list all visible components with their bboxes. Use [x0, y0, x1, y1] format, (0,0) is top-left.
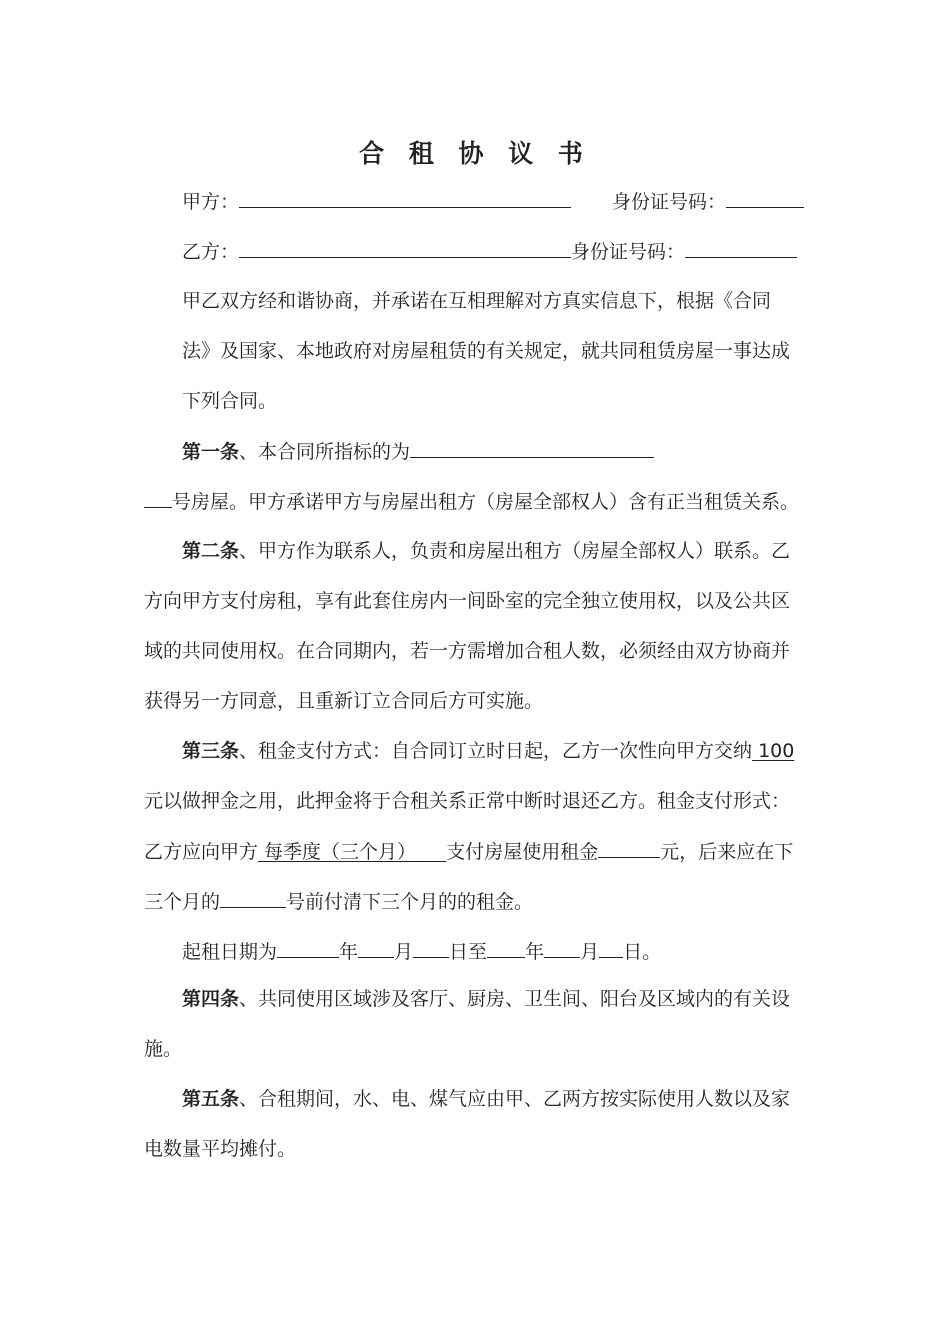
deposit-amount: 100: [752, 740, 795, 762]
article-5-heading: 第五条: [182, 1088, 240, 1110]
party-b-name-blank[interactable]: [239, 238, 571, 258]
article-3-line: 元以做押金之用，此押金将于合租关系正常中断时退还乙方。租金支付形式：: [144, 790, 791, 812]
month-label: 月: [580, 941, 600, 963]
article-3-text: 乙方应向甲方: [144, 841, 259, 863]
article-2-line: 方向甲方支付房租，享有此套住房内一间卧室的完全独立使用权，以及公共区: [144, 590, 791, 612]
article-2-line: 域的共同使用权。在合同期内，若一方需增加合租人数，必须经由双方协商并: [144, 640, 791, 662]
party-b-id-blank[interactable]: [685, 238, 797, 258]
party-b-line: [182, 238, 797, 265]
article-3-line: [182, 738, 794, 764]
end-year-blank[interactable]: [487, 938, 525, 958]
year-label: 年: [525, 941, 545, 963]
day-label: 日至: [449, 941, 488, 963]
article-3-line: [144, 888, 533, 915]
article-1-text: 、本合同所指标的为: [239, 441, 411, 463]
article-1-heading: 第一条: [182, 441, 240, 463]
start-month-blank[interactable]: [358, 938, 394, 958]
payment-day-blank[interactable]: [220, 888, 286, 908]
start-year-blank[interactable]: [277, 938, 339, 958]
document-title: 合 租 协 议 书: [359, 139, 591, 168]
article-4-heading: 第四条: [182, 988, 240, 1010]
article-5-text: 、合租期间，水、电、煤气应由甲、乙两方按实际使用人数以及家: [239, 1088, 791, 1110]
start-date-label: 起租日期为: [182, 941, 278, 963]
party-a-line: [182, 188, 571, 215]
year-label: 年: [339, 941, 359, 963]
end-day-blank[interactable]: [599, 938, 623, 958]
house-number-blank[interactable]: [144, 488, 172, 508]
party-a-id-blank[interactable]: [726, 188, 804, 208]
preamble-line: 法》及国家、本地政府对房屋租赁的有关规定，就共同租赁房屋一事达成: [182, 340, 791, 362]
party-b-id-label: 身份证号码：: [571, 241, 686, 263]
rent-amount-blank[interactable]: [598, 838, 660, 858]
party-b-label: 乙方：: [182, 241, 240, 263]
article-4-line: [182, 986, 790, 1012]
article-4-text: 、共同使用区域涉及客厅、厨房、卫生间、阳台及区域内的有关设: [239, 988, 791, 1010]
article-1-line: [144, 488, 799, 515]
party-a-label: 甲方：: [182, 191, 240, 213]
article-3-text: 支付房屋使用租金: [446, 841, 599, 863]
article-2-line: 获得另一方同意，且重新订立合同后方可实施。: [144, 690, 544, 712]
article-2-text: 、甲方作为联系人，负责和房屋出租方（房屋全部权人）联系。乙: [239, 540, 791, 562]
article-5-line: 电数量平均摊付。: [144, 1138, 297, 1160]
preamble-line: 甲乙双方经和谐协商，并承诺在互相理解对方真实信息下，根据《合同: [182, 290, 772, 312]
article-3-line: [144, 838, 793, 865]
article-1-line: [182, 438, 654, 465]
start-day-blank[interactable]: [413, 938, 449, 958]
article-4-line: 施。: [144, 1038, 183, 1060]
start-date-line: [182, 938, 661, 965]
article-3-text: 三个月的: [144, 891, 221, 913]
payment-period: 每季度（三个月）: [258, 841, 417, 863]
article-3-text: 号前付清下三个月的的租金。: [286, 891, 534, 913]
end-month-blank[interactable]: [544, 938, 580, 958]
article-2-line: [182, 538, 790, 564]
month-label: 月: [394, 941, 414, 963]
article-2-heading: 第二条: [182, 540, 240, 562]
article-3-text: 元，后来应在下: [660, 841, 794, 863]
article-5-line: [182, 1086, 790, 1112]
party-a-id-line: [612, 188, 804, 215]
article-3-text: 、租金支付方式：自合同订立时日起，乙方一次性向甲方交纳: [239, 740, 753, 762]
party-a-name-blank[interactable]: [239, 188, 571, 208]
party-a-id-label: 身份证号码：: [612, 191, 727, 213]
article-3-heading: 第三条: [182, 740, 240, 762]
property-address-blank[interactable]: [410, 438, 654, 458]
preamble-line: 下列合同。: [182, 390, 278, 412]
article-1-text: 号房屋。甲方承诺甲方与房屋出租方（房屋全部权人）含有正当租赁关系。: [172, 491, 800, 513]
day-label: 日。: [623, 941, 662, 963]
